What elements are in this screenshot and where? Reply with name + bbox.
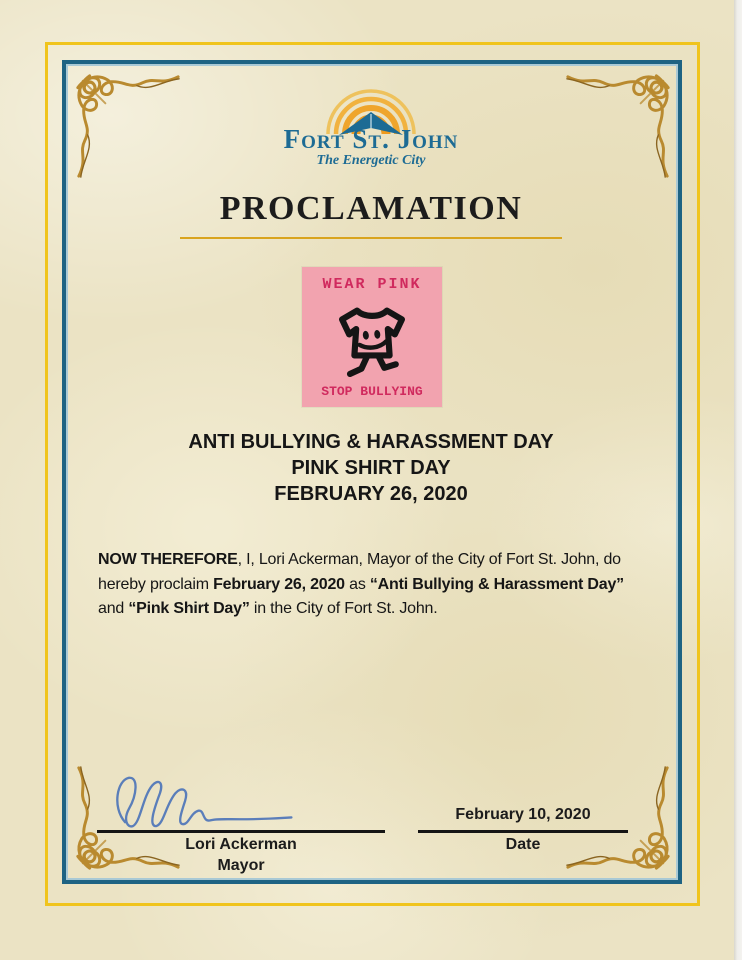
city-tagline: The Energetic City <box>316 153 426 168</box>
walking-t-shirt-icon <box>326 293 418 381</box>
page-title: PROCLAMATION <box>219 190 523 227</box>
signer-name: Lori Ackerman <box>185 836 297 853</box>
signed-date: February 10, 2020 <box>455 806 591 823</box>
poster-bottom-text: STOP BULLYING <box>321 384 423 399</box>
pink-shirt-poster <box>302 267 442 407</box>
proclamation-body-text: NOW THEREFORE, I, Lori Ackerman, Mayor of the City of Fort St. John, do hereby proclaim February 26, 2020 as “Anti Bullying & Harassment Day” and “Pink Shirt Day” in the City of Fort St. John. <box>98 551 624 617</box>
headline-line-2: PINK SHIRT DAY <box>291 457 451 479</box>
date-label: Date <box>505 836 541 853</box>
headline-line-3: FEBRUARY 26, 2020 <box>274 483 468 505</box>
signer-role: Mayor <box>217 857 265 874</box>
poster-top-text: WEAR PINK <box>322 276 422 293</box>
mayor-signature-ink <box>100 762 390 840</box>
title-underline <box>180 237 562 239</box>
city-name: Fort St. John <box>283 124 459 154</box>
date-line <box>418 830 628 833</box>
headline-line-1: ANTI BULLYING & HARASSMENT DAY <box>188 431 554 453</box>
proclamation-headline <box>0 429 742 507</box>
signature-line <box>97 830 385 833</box>
